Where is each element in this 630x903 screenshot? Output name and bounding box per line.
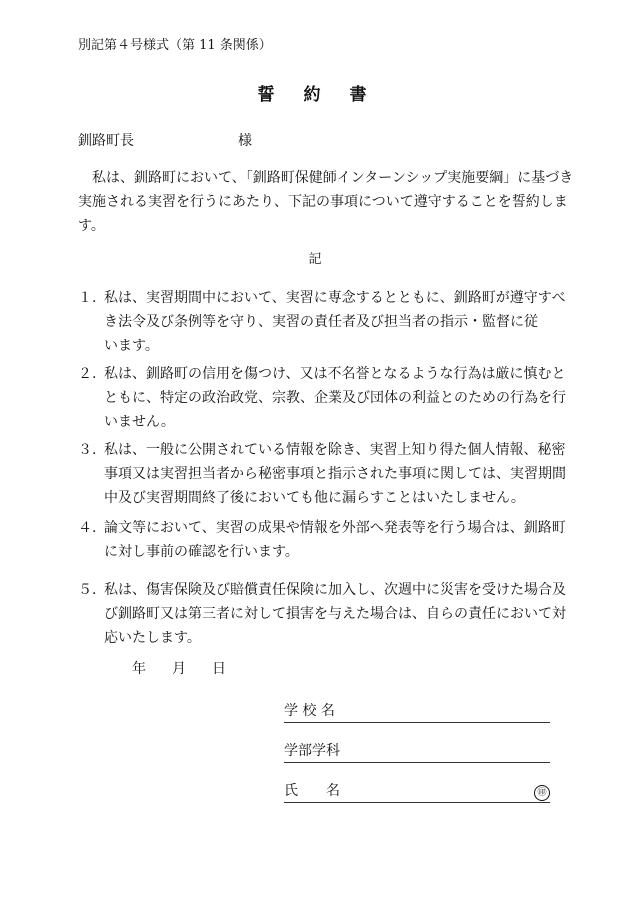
item-line: ともに、特定の政治政党、宗教、企業及び団体の利益とのための行為を行: [104, 390, 566, 406]
name-label: 氏 名: [284, 783, 340, 799]
item-line: 私は、一般に公開されている情報を除き、実習上知り得た個人情報、秘密: [104, 442, 566, 458]
document-title: 誓 約 書: [257, 85, 373, 105]
item-number: ３.: [78, 442, 97, 458]
item-number: ４.: [78, 520, 97, 536]
item-line: に対し事前の確認を行います。: [104, 544, 299, 560]
item-number: １.: [78, 290, 97, 306]
item-line: き法令及び条例等を守り、実習の責任者及び担当者の指示・監督に従: [104, 314, 538, 330]
ki-heading: 記: [308, 252, 322, 267]
item-line: 論文等において、実習の成果や情報を外部へ発表等を行う場合は、釧路町: [104, 520, 566, 536]
item-line: 応いたします。: [104, 630, 201, 646]
school-name-field[interactable]: [284, 700, 550, 723]
pledge-item-2: [78, 362, 566, 434]
honorific: 様: [238, 133, 252, 149]
date-line: [132, 658, 226, 678]
form-number: 別記第４号様式（第 11 条関係）: [78, 38, 272, 53]
item-line: います。: [104, 338, 159, 354]
pledge-item-3: [78, 438, 566, 510]
item-line: 私は、釧路町の信用を傷つけ、又は不名誉となるような行為は厳に慎むと: [104, 366, 566, 382]
item-line: 事項又は実習担当者から秘密事項と指示された事項に関しては、実習期間: [104, 466, 566, 482]
date-month: 月: [172, 661, 186, 677]
item-line: び釧路町又は第三者に対して損害を与えた場合は、自らの責任において対: [104, 606, 566, 622]
pledge-item-5: [78, 578, 566, 650]
addressee: 釧路町長: [78, 133, 134, 149]
department-field[interactable]: [284, 740, 550, 763]
item-line: いません。: [104, 414, 175, 430]
item-number: ５.: [78, 582, 97, 598]
item-line: 中及び実習期間終了後においても他に漏らすことはいたしません。: [104, 490, 525, 506]
date-day: 日: [212, 661, 226, 677]
date-year: 年: [132, 661, 146, 677]
item-line: 私は、傷害保険及び賠償責任保険に加入し、次週中に災害を受けた場合及: [104, 582, 566, 598]
pledge-item-4: [78, 516, 566, 564]
item-line: 私は、実習期間中において、実習に専念するとともに、釧路町が遵守すべ: [104, 290, 566, 306]
intro-line: 私は、釧路町において、「釧路町保健師インターンシップ実施要綱」に基づき: [78, 170, 574, 186]
intro-line: す。: [78, 218, 105, 234]
intro-paragraph: [78, 166, 574, 238]
name-field[interactable]: [284, 780, 550, 803]
department-label: 学部学科: [284, 743, 340, 759]
intro-line: 実施される実習を行うにあたり、下記の事項について遵守することを誓約しま: [78, 194, 568, 210]
item-number: ２.: [78, 366, 97, 382]
seal-icon: ㊞: [534, 785, 550, 801]
school-name-label: 学 校 名: [284, 703, 335, 719]
pledge-item-1: [78, 286, 566, 358]
